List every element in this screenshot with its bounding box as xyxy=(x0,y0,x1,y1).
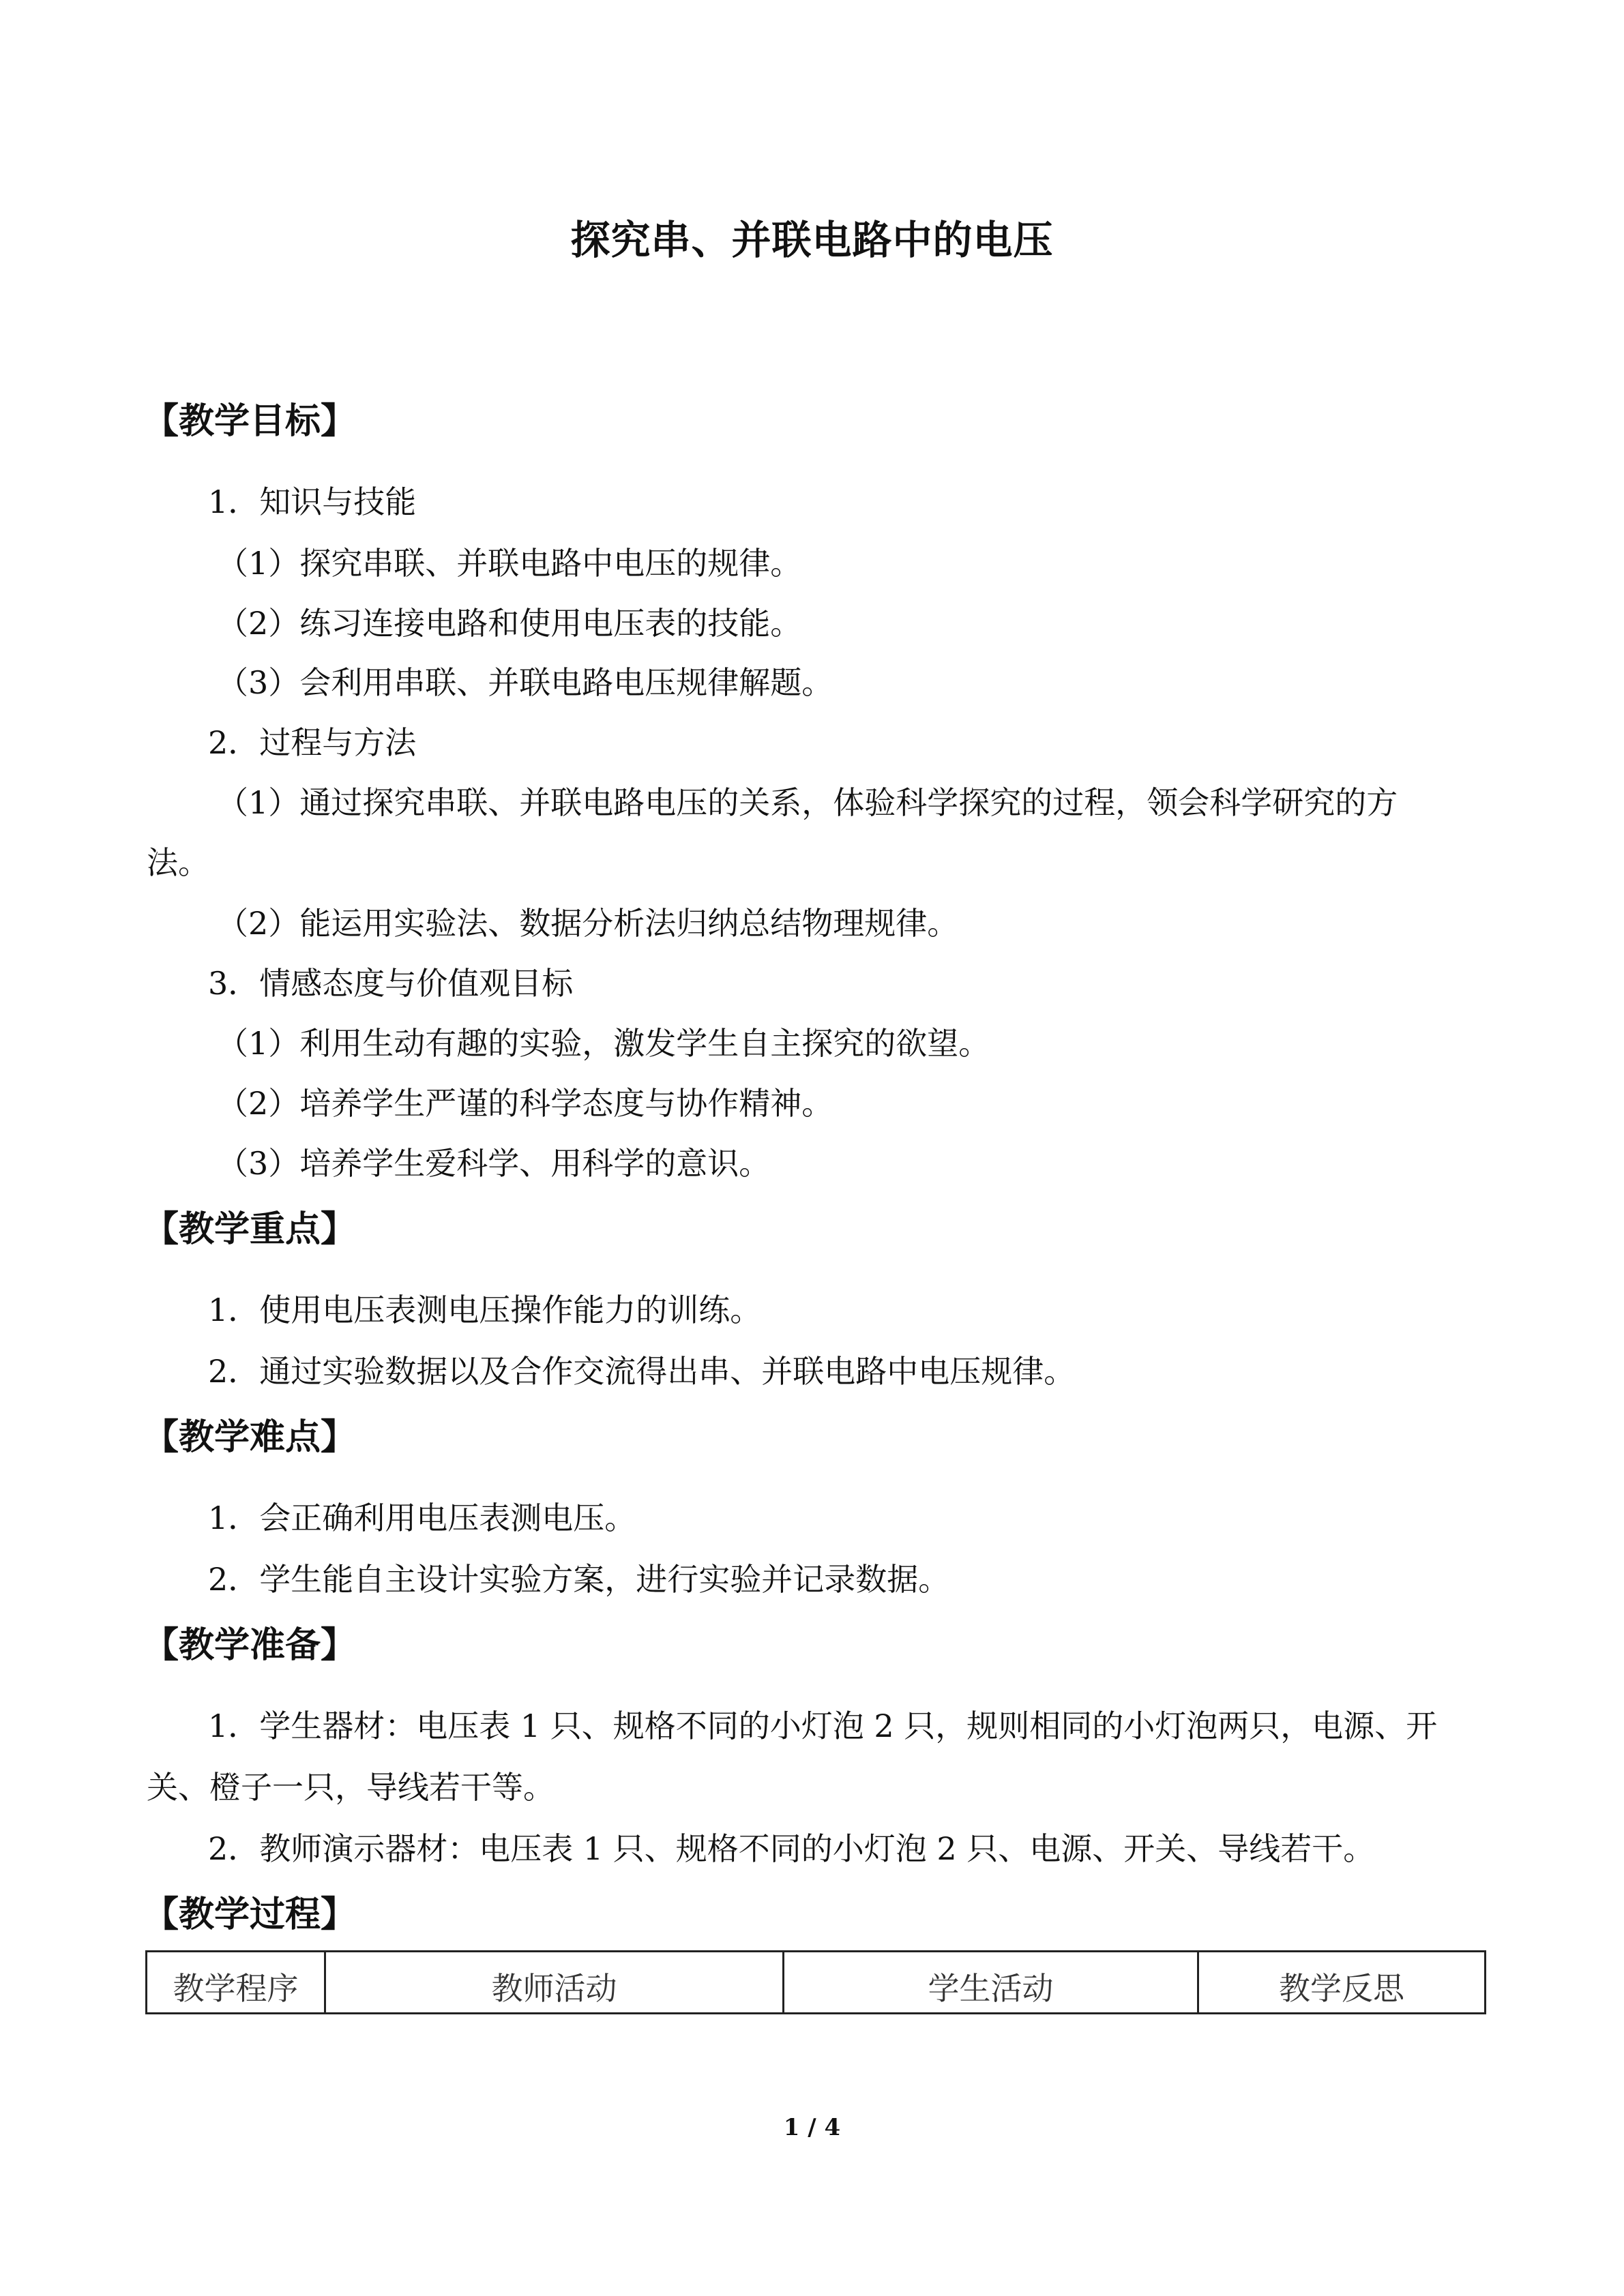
objective-line-2: （1）探究串联、并联电路中电压的规律。 xyxy=(217,545,802,582)
key-point-line-2: 2．通过实验数据以及合作交流得出串、并联电路中电压规律。 xyxy=(208,1353,1076,1390)
page-title: 探究串、并联电路中的电压 xyxy=(570,217,1054,263)
objective-line-6: （1）通过探究串联、并联电路电压的关系，体验科学探究的过程，领会科学研究的方 xyxy=(217,784,1398,821)
table-header-teacher-activity: 教师活动 xyxy=(326,1952,784,2012)
table-header-procedure: 教学程序 xyxy=(147,1952,326,2012)
objective-line-1: 1．知识与技能 xyxy=(208,483,417,520)
heading-difficulties: 【教学难点】 xyxy=(143,1417,357,1458)
table-header-reflection: 教学反思 xyxy=(1279,1970,1404,2007)
objective-line-12: （3）培养学生爱科学、用科学的意识。 xyxy=(217,1145,771,1182)
heading-objectives: 【教学目标】 xyxy=(143,401,357,442)
heading-key-points: 【教学重点】 xyxy=(143,1209,357,1250)
preparation-line-3: 2．教师演示器材：电压表 1 只、规格不同的小灯泡 2 只、电源、开关、导线若干。 xyxy=(208,1830,1375,1867)
heading-preparation: 【教学准备】 xyxy=(143,1625,357,1666)
preparation-line-1: 1．学生器材：电压表 1 只、规格不同的小灯泡 2 只，规则相同的小灯泡两只，电源、开 xyxy=(208,1708,1438,1744)
heading-process: 【教学过程】 xyxy=(143,1894,357,1935)
key-point-line-1: 1．使用电压表测电压操作能力的训练。 xyxy=(208,1292,762,1328)
table-header-student-activity: 学生活动 xyxy=(784,1952,1199,2012)
preparation-line-2: 关、橙子一只，导线若干等。 xyxy=(147,1769,555,1806)
objective-line-10: （1）利用生动有趣的实验，激发学生自主探究的欲望。 xyxy=(217,1025,990,1062)
difficulty-line-1: 1．会正确利用电压表测电压。 xyxy=(208,1500,636,1536)
objective-line-4: （3）会利用串联、并联电路电压规律解题。 xyxy=(217,664,833,701)
objective-line-11: （2）培养学生严谨的科学态度与协作精神。 xyxy=(217,1085,833,1122)
process-table xyxy=(145,1950,1486,2014)
objective-line-9: 3．情感态度与价值观目标 xyxy=(208,965,574,1002)
difficulty-line-2: 2．学生能自主设计实验方案，进行实验并记录数据。 xyxy=(208,1561,950,1598)
objective-line-5: 2．过程与方法 xyxy=(208,724,417,761)
objective-line-8: （2）能运用实验法、数据分析法归纳总结物理规律。 xyxy=(217,905,959,942)
page-number: 1 / 4 xyxy=(783,2114,841,2141)
objective-line-3: （2）练习连接电路和使用电压表的技能。 xyxy=(217,605,802,642)
objective-line-7: 法。 xyxy=(147,844,209,881)
